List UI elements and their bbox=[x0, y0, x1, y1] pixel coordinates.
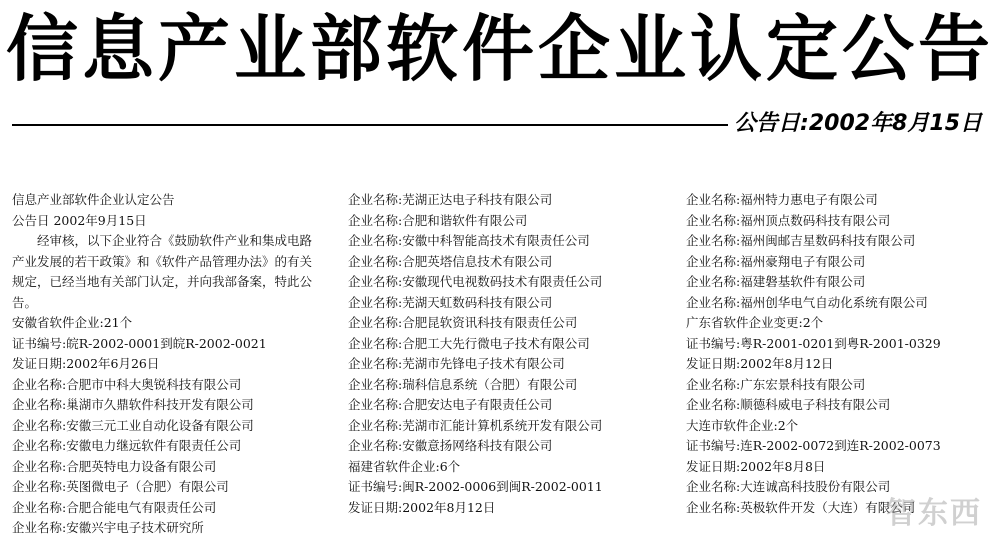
list-item: 发证日期:2002年8月12日 bbox=[686, 356, 834, 371]
list-item: 企业名称:福州顶点数码科技有限公司 bbox=[686, 212, 891, 228]
list-item: 企业名称:合肥英特电力设备有限公司 bbox=[12, 458, 217, 474]
list-item: 企业名称:安徽兴宇电子技术研究所 bbox=[12, 520, 204, 535]
list-item: 企业名称:芜湖市先锋电子技术有限公司 bbox=[348, 356, 565, 371]
watermark-logo: 智东西 bbox=[886, 496, 982, 531]
list-item: 发证日期:2002年8月8日 bbox=[686, 458, 826, 474]
list-item: 发证日期:2002年6月26日 bbox=[12, 356, 160, 371]
list-item: 发证日期:2002年8月12日 bbox=[348, 499, 496, 515]
list-item: 企业名称:芜湖正达电子科技有限公司 bbox=[348, 192, 553, 207]
list-item: 企业名称:合肥英塔信息技术有限公司 bbox=[348, 253, 553, 269]
list-item: 证书编号:皖R-2002-0001到皖R-2002-0021 bbox=[12, 335, 267, 351]
page-title: 信息产业部软件企业认定公告 bbox=[5, 7, 994, 91]
column-3 bbox=[686, 190, 986, 518]
notice-date: 公告日 2002年9月15日 bbox=[12, 212, 147, 228]
column-1 bbox=[12, 190, 324, 539]
list-item: 证书编号:闽R-2002-0006到闽R-2002-0011 bbox=[348, 479, 603, 494]
list-item: 企业名称:福州创华电气自动化系统有限公司 bbox=[686, 294, 928, 310]
list-item: 企业名称:合肥合能电气有限责任公司 bbox=[12, 499, 217, 515]
list-item: 企业名称:安徽电力继远软件有限责任公司 bbox=[12, 438, 242, 453]
list-item: 企业名称:顺德科威电子科技有限公司 bbox=[686, 397, 891, 412]
list-item: 企业名称:福州特力惠电子有限公司 bbox=[686, 192, 878, 207]
list-item: 企业名称:大连诚高科技股份有限公司 bbox=[686, 479, 891, 494]
list-item: 大连市软件企业:2个 bbox=[686, 417, 799, 433]
list-item: 企业名称:英极软件开发（大连）有限公司 bbox=[686, 499, 916, 515]
column-3-list bbox=[686, 190, 986, 518]
list-item: 企业名称:福州闽邮吉星数码科技有限公司 bbox=[686, 233, 916, 248]
column-2 bbox=[348, 190, 668, 518]
list-item: 企业名称:英图微电子（合肥）有限公司 bbox=[12, 479, 229, 494]
list-item: 证书编号:粤R-2001-0201到粤R-2001-0329 bbox=[686, 335, 941, 351]
list-item: 安徽省软件企业:21个 bbox=[12, 315, 133, 330]
list-item: 企业名称:安徽三元工业自动化设备有限公司 bbox=[12, 417, 254, 433]
list-item: 企业名称:合肥工大先行微电子技术有限公司 bbox=[348, 335, 590, 351]
list-item: 企业名称:安徽现代电视数码技术有限责任公司 bbox=[348, 274, 603, 289]
title-rule bbox=[12, 124, 728, 126]
list-item: 企业名称:福州豪翔电子有限公司 bbox=[686, 253, 866, 269]
list-item: 企业名称:巢湖市久鼎软件科技开发有限公司 bbox=[12, 397, 254, 412]
column-1-list bbox=[12, 313, 324, 539]
notice-intro: 经审核，以下企业符合《鼓励软件产业和集成电路产业发展的若干政策》和《软件产品管理办法》的有关规定，已经当地有关部门认定，并向我部备案，特此公告。 bbox=[12, 233, 312, 310]
publication-date: 公告日:2002年8月15日 bbox=[734, 111, 982, 136]
list-item: 企业名称:福建磐基软件有限公司 bbox=[686, 274, 866, 289]
list-item: 证书编号:连R-2002-0072到连R-2002-0073 bbox=[686, 438, 941, 453]
list-item: 企业名称:广东宏景科技有限公司 bbox=[686, 376, 866, 392]
list-item: 福建省软件企业:6个 bbox=[348, 458, 461, 474]
list-item: 企业名称:合肥市中科大奥锐科技有限公司 bbox=[12, 376, 242, 392]
notice-heading: 信息产业部软件企业认定公告 bbox=[12, 192, 175, 207]
list-item: 企业名称:芜湖市汇能计算机系统开发有限公司 bbox=[348, 417, 603, 433]
list-item: 企业名称:合肥昆软资讯科技有限责任公司 bbox=[348, 315, 578, 330]
list-item: 企业名称:瑞科信息系统（合肥）有限公司 bbox=[348, 376, 578, 392]
list-item: 广东省软件企业变更:2个 bbox=[686, 315, 824, 330]
column-2-list bbox=[348, 190, 668, 518]
list-item: 企业名称:合肥和谐软件有限公司 bbox=[348, 212, 528, 228]
list-item: 企业名称:芜湖天虹数码科技有限公司 bbox=[348, 294, 553, 310]
list-item: 企业名称:安徽意扬网络科技有限公司 bbox=[348, 438, 553, 453]
list-item: 企业名称:安徽中科智能高技术有限责任公司 bbox=[348, 233, 590, 248]
list-item: 企业名称:合肥安达电子有限责任公司 bbox=[348, 397, 553, 412]
